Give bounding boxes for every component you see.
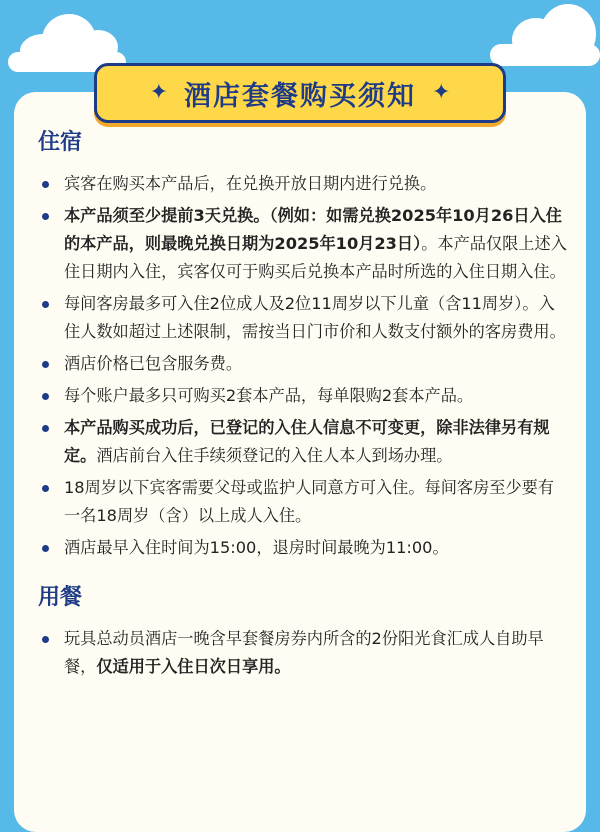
- star-left-icon: ✦: [149, 80, 168, 105]
- page-title: 酒店套餐购买须知: [184, 80, 416, 112]
- list-item: 每个账户最多只可购买2套本产品，每单限购2套本产品。: [38, 382, 568, 410]
- list-item: 本产品购买成功后，已登记的入住人信息不可变更，除非法律另有规定。酒店前台入住手续须登记的入住人本人到场办理。: [38, 414, 568, 470]
- title-banner: [94, 63, 506, 123]
- list-item: 酒店价格已包含服务费。: [38, 350, 568, 378]
- list-item: 本产品须至少提前3天兑换。（例如：如需兑换2025年10月26日入住的本产品，则最晚兑换日期为2025年10月23日）。本产品仅限上述入住日期内入住，宾客仅可于购买后兑换本产品时所选的入住日期入住。: [38, 202, 568, 286]
- bullet-icon: [42, 425, 49, 432]
- bullet-icon: [42, 636, 49, 643]
- bullet-icon: [42, 301, 49, 308]
- list-item: 玩具总动员酒店一晚含早套餐房券内所含的2份阳光食汇成人自助早餐，仅适用于入住日次日享用。: [38, 625, 568, 681]
- section-title-lodging: 住宿: [38, 130, 83, 155]
- bullet-icon: [42, 545, 49, 552]
- notice-content: [38, 125, 568, 685]
- bullet-icon: [42, 361, 49, 368]
- list-item: 18周岁以下宾客需要父母或监护人同意方可入住。每间客房至少要有一名18周岁（含）以上成人入住。: [38, 474, 568, 530]
- list-item: 宾客在购买本产品后，在兑换开放日期内进行兑换。: [38, 170, 568, 198]
- bullet-icon: [42, 485, 49, 492]
- section-lodging: [38, 125, 568, 562]
- section-title-dining: 用餐: [38, 585, 83, 610]
- bullet-icon: [42, 393, 49, 400]
- star-right-icon: ✦: [432, 80, 451, 105]
- list-item: 每间客房最多可入住2位成人及2位11周岁以下儿童（含11周岁）。入住人数如超过上述限制，需按当日门市价和人数支付额外的客房费用。: [38, 290, 568, 346]
- section-dining: [38, 580, 568, 681]
- lodging-list: [38, 170, 568, 562]
- list-item: 酒店最早入住时间为15:00，退房时间最晚为11:00。: [38, 534, 568, 562]
- dining-list: [38, 625, 568, 681]
- bullet-icon: [42, 213, 49, 220]
- bullet-icon: [42, 181, 49, 188]
